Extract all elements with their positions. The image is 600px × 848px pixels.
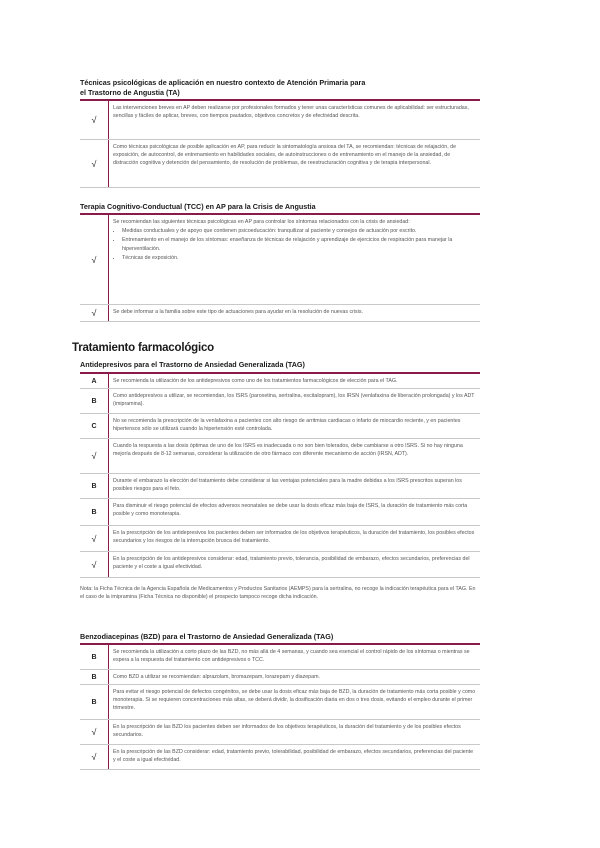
table-row: [80, 552, 480, 578]
grade-cell: C: [80, 414, 109, 438]
list-item: • Técnicas de exposición.: [122, 254, 476, 262]
section-heading-benzodiazepines: Benzodiacepinas (BZD) para el Trastorno de Ansiedad Generalizada (TAG): [80, 632, 334, 641]
list-item: • Medidas conductuales y de apoyo que contienen psicoeducación: tranquilizar al paciente y consejos de actuación por escrito.: [122, 227, 476, 235]
recommendation-text: No se recomienda la prescripción de la venlafaxina a pacientes con alto riesgo de arritmias cardiacas o infarto de miocardio reciente, y en pacientes hipertensos sólo se utilizará cuando la hipertensión esté controlada.: [113, 418, 461, 433]
table-row: [80, 439, 480, 474]
section-heading-antidepressants: Antidepresivos para el Trastorno de Ansiedad Generalizada (TAG): [80, 360, 305, 369]
grade-cell: √: [80, 215, 109, 304]
recommendation-text: [109, 215, 480, 304]
grade-cell: B: [80, 499, 109, 525]
table-row: [80, 685, 480, 720]
table-row: [80, 670, 480, 685]
grade-cell: √: [80, 101, 109, 139]
grade-cell: √: [80, 305, 109, 321]
list-item: • Entrenamiento en el manejo de los síntomas: enseñanza de técnicas de relajación y aprendizaje de ejercicios de respiración para manejar la hiperventilación.: [122, 236, 476, 252]
recommendation-text: Como antidepresivos a utilizar, se recomiendan, los ISRS (paroxetina, sertralina, escitalopram), los IRSN (venlafaxina de liberación prolongada) y los ADT (imipramina).: [113, 393, 475, 408]
grade-cell: B: [80, 685, 109, 719]
recommendation-text: En la prescripción de los antidepresivos los pacientes deben ser informados de los objetivos terapéuticos, la duración del tratamiento, los posibles efectos secundarios y los riesgos de la interrupción brusca del tratamiento.: [113, 530, 475, 545]
recommendation-text: Como BZD a utilizar se recomiendan: alprazolam, bromazepam, lorazepam y diazepam.: [113, 674, 320, 680]
heading-line: Técnicas psicológicas de aplicación en nuestro contexto de Atención Primaria para: [80, 78, 366, 87]
grade-cell: √: [80, 526, 109, 551]
recommendation-text: En la prescripción de los antidepresivos considerar: edad, tratamiento previo, tolerancia, posibilidad de embarazo, efectos secundarios, preferencias del paciente y el coste a igual efectividad.: [113, 556, 470, 571]
grade-cell: A: [80, 374, 109, 388]
recommendation-text: Para evitar el riesgo potencial de defectos congénitos, se debe usar la dosis eficaz más baja de BZD, la duración de tratamiento más corta posible y como monoterapia. Si se requieren concentraciones más altas, se deberá dividir, la dosificación diaria en dos o tres dosis, evitando el empleo durante el primer trimestre.: [113, 689, 476, 712]
table-row: [80, 389, 480, 414]
grade-cell: √: [80, 140, 109, 187]
grade-cell: B: [80, 645, 109, 669]
table-row: [80, 101, 480, 140]
footnote: Nota: la Ficha Técnica de la Agencia Española de Medicamentos y Productos Sanitarios (AEMPS) para la sertralina, no recoge la indicación terapéutica para el TAG. En el caso de la imipramina (Ficha Técnica no disponible) el prospecto tampoco recoge dicha indicación.: [80, 586, 476, 601]
table-row: [80, 720, 480, 745]
recommendation-text: En la prescripción de las BZD los pacientes deben ser informados de los objetivos terapéuticos, la duración del tratamiento y de los posibles efectos secundarios.: [113, 724, 461, 739]
section-heading-tcc: [80, 202, 480, 212]
recommendation-text: Para disminuir el riesgo potencial de efectos adversos neonatales se debe usar la dosis eficaz más baja de ISRS, la duración de tratamiento más corta posible y como monoterapia.: [113, 503, 468, 518]
recommendation-text: Como técnicas psicológicas de posible aplicación en AP, para reducir la sintomatología ansiosa del TA, se recomiendan: técnicas de relajación, de exposición, de autocontrol, de entrenamiento en habilidades sociales, de autoinstrucciones o de entrenamiento en el manejo de la ansiedad, de distracción cognitiva y detención del pensamiento, de resolución de problemas, de reestructuración cognitiva y de terapia interpersonal.: [113, 144, 457, 167]
grade-cell: B: [80, 474, 109, 498]
table-row: [80, 645, 480, 670]
table-row: [80, 140, 480, 188]
grade-cell: B: [80, 670, 109, 684]
recommendation-table: [80, 99, 480, 188]
table-row: [80, 499, 480, 526]
recommendation-table: [80, 643, 480, 770]
grade-cell: √: [80, 552, 109, 577]
table-row: [80, 745, 480, 770]
recommendation-text: Se recomienda la utilización de los antidepresivos como uno de los tratamientos farmacológicos de elección para el TAG.: [113, 378, 398, 384]
grade-cell: B: [80, 389, 109, 413]
grade-cell: √: [80, 745, 109, 769]
recommendation-text: Se recomienda la utilización a corto plazo de las BZD, no más allá de 4 semanas, y cuando sea esencial el control rápido de los síntomas o mientras se espera a la respuesta del tratamiento con antidepresivos o TCC.: [113, 649, 470, 664]
section-heading-techniques: [80, 78, 480, 98]
table-row: [80, 414, 480, 439]
recommendation-text: En la prescripción de las BZD considerar: edad, tratamiento previo, tolerabilidad, posibilidad de embarazo, efectos secundarios, preferencias del paciente y el coste a igual efectividad.: [113, 749, 474, 764]
section-title-pharmacological: Tratamiento farmacológico: [72, 342, 214, 354]
table-row: [80, 474, 480, 499]
heading-line: Terapia Cognitivo-Conductual (TCC) en AP para la Crisis de Angustia: [80, 202, 316, 211]
recommendation-text: Se debe informar a la familia sobre este tipo de actuaciones para ayudar en la resolución de nuevas crisis.: [113, 309, 363, 315]
intro-text: Se recomiendan las siguientes técnicas psicológicas en AP para controlar los síntomas relacionados con la crisis de ansiedad:: [113, 219, 410, 225]
recommendation-text: Las intervenciones breves en AP deben realizarse por profesionales formados y tener unas características comunes de aplicabilidad: ser estructuradas, sencillas y fáciles de aplicar, breves, con tiempos pautados, objetivos concretos y de efectividad descrita.: [113, 105, 469, 120]
recommendation-text: Durante el embarazo la elección del tratamiento debe considerar si las ventajas potenciales para la madre debidas a los ISRS prescritos superan los posibles riesgos para el feto.: [113, 478, 462, 493]
grade-cell: √: [80, 439, 109, 473]
recommendation-table: [80, 372, 480, 578]
table-row: [80, 526, 480, 552]
recommendation-text: Cuando la respuesta a las dosis óptimas de uno de los ISRS es inadecuada o no son bien tolerados, debe cambiarse a otro ISRS. Si no hay ninguna mejoría después de 8-12 semanas, considerar la utilización de otro fármaco con diferente mecanismo de acción (IRSN, ADT).: [113, 443, 463, 458]
recommendation-table: [80, 213, 480, 322]
table-row: [80, 305, 480, 322]
table-row: [80, 374, 480, 389]
grade-cell: √: [80, 720, 109, 744]
table-row: [80, 215, 480, 305]
heading-line: el Trastorno de Angustia (TA): [80, 88, 180, 97]
bullet-list: [113, 227, 476, 262]
